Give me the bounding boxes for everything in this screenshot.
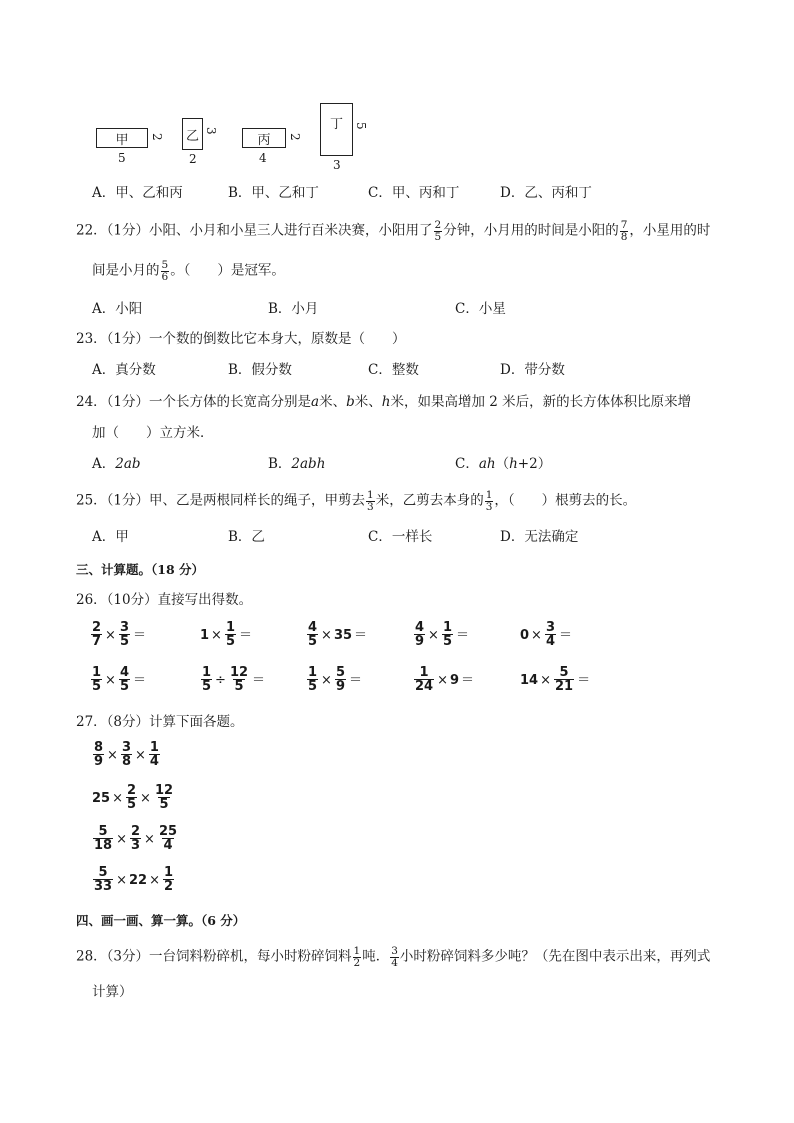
q22-option-c: C．小星 <box>455 301 506 317</box>
q26-problem <box>306 621 369 648</box>
q28-f2-num: 3 <box>391 945 398 957</box>
fraction-numerator: 4 <box>308 620 318 635</box>
operator: × <box>116 873 127 888</box>
fraction-denominator: 9 <box>335 679 345 694</box>
q24-option-c-expr-3: h <box>509 456 518 472</box>
fraction-denominator: 33 <box>94 879 113 894</box>
q28-fraction-2 <box>390 946 399 968</box>
fraction-term <box>335 666 346 693</box>
fraction-term <box>154 784 174 811</box>
q24-option-b-expr: 2abh <box>291 456 326 472</box>
equals-sign: ＝ <box>252 673 266 688</box>
fraction-numerator: 1 <box>419 665 429 680</box>
q21-option-d: D．乙、丙和丁 <box>500 185 592 201</box>
q25-fraction-2 <box>485 490 494 512</box>
operator: × <box>437 673 448 688</box>
q24-text-2: 米、 <box>319 394 347 410</box>
fraction-term <box>93 866 113 893</box>
q28-text-1: 28．（3分）一台饲料粉碎机，每小时粉碎饲料 <box>76 948 352 965</box>
integer-term: 35 <box>333 628 353 643</box>
equals-sign: ＝ <box>354 628 368 643</box>
q25-fraction-1 <box>366 490 375 512</box>
fraction-denominator: 5 <box>234 679 244 694</box>
q23-option-d: D．带分数 <box>500 362 565 378</box>
fraction-denominator: 5 <box>127 797 137 812</box>
fraction-denominator: 5 <box>119 634 129 649</box>
rect-bing-width: 4 <box>259 151 267 165</box>
operator: × <box>135 748 146 763</box>
equals-sign: ＝ <box>133 628 147 643</box>
rect-yi-width: 2 <box>189 152 197 166</box>
fraction-numerator: 3 <box>119 620 129 635</box>
q23-option-b: B．假分数 <box>228 362 292 378</box>
q24-line2: 加（ ）立方米． <box>92 425 214 441</box>
q25-option-b: B．乙 <box>228 529 265 545</box>
fraction-numerator: 12 <box>154 783 174 798</box>
q24-option-a <box>92 455 141 473</box>
q28-line1 <box>76 946 710 968</box>
q25-option-c: C．一样长 <box>368 529 433 545</box>
operator: × <box>321 628 332 643</box>
rect-jia-width: 5 <box>118 151 126 165</box>
fraction-term <box>414 621 425 648</box>
q27-expression <box>92 741 161 768</box>
q25-f2-den: 3 <box>485 500 493 513</box>
fraction-term <box>158 825 178 852</box>
fraction-denominator: 2 <box>164 879 174 894</box>
section-3-heading: 三、计算题。（18 分） <box>76 562 204 577</box>
q26-problem <box>90 666 148 693</box>
fraction-numerator: 5 <box>98 865 108 880</box>
q25-f1-den: 3 <box>367 500 374 513</box>
q22-f2-num: 7 <box>620 219 628 231</box>
integer-term: 9 <box>450 673 460 688</box>
fraction-denominator: 9 <box>415 634 425 649</box>
fraction-denominator: 4 <box>149 754 159 769</box>
rect-ding <box>320 103 353 156</box>
q24-var-a: a <box>311 394 320 410</box>
q25-text-2: 米，乙剪去本身的 <box>375 492 484 509</box>
fraction-denominator: 5 <box>442 634 452 649</box>
fraction-denominator: 5 <box>202 679 212 694</box>
fraction-term <box>229 666 249 693</box>
q23-text: 23．（1分）一个数的倒数比它本身大，原数是（ ） <box>76 331 406 347</box>
q25-f2-num: 1 <box>485 489 493 501</box>
integer-term: 25 <box>92 791 111 806</box>
q22-fraction-2 <box>620 220 629 242</box>
fraction-denominator: 5 <box>159 797 169 812</box>
fraction-denominator: 7 <box>92 634 102 649</box>
rect-ding-label: 丁 <box>329 117 343 132</box>
fraction-denominator: 5 <box>119 679 129 694</box>
rect-yi <box>182 118 203 150</box>
operator: ÷ <box>215 673 226 688</box>
fraction-denominator: 4 <box>163 838 173 853</box>
fraction-numerator: 4 <box>415 620 425 635</box>
q25-option-a: A．甲 <box>92 529 129 545</box>
q26-problem <box>200 666 267 693</box>
q22-text-3: ，小星用的时 <box>629 222 711 239</box>
q22-line1 <box>76 220 710 242</box>
fraction-term <box>149 741 160 768</box>
integer-term: 14 <box>520 673 539 688</box>
fraction-term <box>119 621 130 648</box>
equals-sign: ＝ <box>456 628 470 643</box>
fraction-term <box>545 621 556 648</box>
fraction-denominator: 5 <box>308 679 318 694</box>
equals-sign: ＝ <box>559 628 573 643</box>
fraction-numerator: 3 <box>545 620 555 635</box>
q28-fraction-1 <box>353 946 362 968</box>
q26-problem <box>520 621 574 648</box>
q22-f1-den: 5 <box>434 230 442 243</box>
fraction-term <box>201 666 212 693</box>
fraction-term <box>119 666 130 693</box>
fraction-numerator: 5 <box>335 665 345 680</box>
rect-bing <box>242 128 286 148</box>
fraction-numerator: 2 <box>92 620 102 635</box>
fraction-term <box>130 825 141 852</box>
q25-text-1: 25．（1分）甲、乙是两根同样长的绳子，甲剪去 <box>76 492 366 509</box>
fraction-numerator: 1 <box>202 665 212 680</box>
q26-problem <box>413 621 471 648</box>
q23-option-c: C．整数 <box>368 362 419 378</box>
rect-bing-label: 丙 <box>257 132 271 148</box>
q28-f1-num: 1 <box>353 945 361 957</box>
q22-f3-den: 6 <box>161 270 169 283</box>
fraction-term <box>163 866 174 893</box>
fraction-numerator: 1 <box>442 620 452 635</box>
operator: × <box>211 628 222 643</box>
q22-f1-num: 2 <box>434 219 442 231</box>
operator: × <box>105 628 116 643</box>
fraction-denominator: 3 <box>131 838 141 853</box>
q22-text-5: 。（ ）是冠军。 <box>170 262 285 279</box>
operator: × <box>107 748 118 763</box>
q26-title: 26．（10分）直接写出得数。 <box>76 592 253 608</box>
operator: × <box>321 673 332 688</box>
fraction-term <box>414 666 434 693</box>
fraction-denominator: 24 <box>415 679 434 694</box>
fraction-term <box>121 741 132 768</box>
fraction-numerator: 1 <box>149 740 159 755</box>
q22-text-4: 间是小月的 <box>92 262 160 279</box>
operator: × <box>428 628 439 643</box>
q26-problem <box>413 666 476 693</box>
fraction-term <box>554 666 574 693</box>
equals-sign: ＝ <box>461 673 475 688</box>
q28-text-3: 小时粉碎饲料多少吨？（先在图中表示出来，再列式 <box>399 948 711 965</box>
fraction-numerator: 4 <box>119 665 129 680</box>
q22-fraction-3 <box>161 260 170 282</box>
q24-option-c-expr-2: （ <box>495 456 510 472</box>
integer-term: 22 <box>129 873 148 888</box>
q26-problem <box>200 621 254 648</box>
q24-option-c-expr-1: ah <box>478 456 496 472</box>
q25-text-3: ，（ ）根剪去的长。 <box>494 492 637 509</box>
q27-expression <box>92 784 175 811</box>
fraction-term <box>225 621 236 648</box>
q21-option-a: A．甲、乙和丙 <box>92 185 183 201</box>
fraction-numerator: 5 <box>559 665 569 680</box>
q22-text-1: 22．（1分）小阳、小月和小星三人进行百米决赛，小阳用了 <box>76 222 433 239</box>
q28-f2-den: 4 <box>391 956 398 969</box>
rect-bing-height: 2 <box>288 133 302 141</box>
equals-sign: ＝ <box>349 673 363 688</box>
q24-line1 <box>76 393 691 411</box>
q22-fraction-1 <box>434 220 443 242</box>
q28-line2: 计算） <box>92 984 133 1000</box>
q22-option-b: B．小月 <box>268 301 319 317</box>
q27-expression <box>92 866 175 893</box>
q22-f3-num: 5 <box>161 259 169 271</box>
fraction-numerator: 1 <box>92 665 102 680</box>
fraction-term <box>307 621 318 648</box>
q24-option-a-expr: 2ab <box>115 456 141 472</box>
fraction-numerator: 5 <box>98 824 108 839</box>
fraction-numerator: 3 <box>121 740 131 755</box>
equals-sign: ＝ <box>133 673 147 688</box>
rect-ding-width: 3 <box>333 158 341 172</box>
q21-option-c: C．甲、丙和丁 <box>368 185 460 201</box>
q27-expression <box>92 825 179 852</box>
fraction-denominator: 21 <box>555 679 574 694</box>
rect-ding-height: 5 <box>354 122 368 130</box>
fraction-denominator: 8 <box>121 754 131 769</box>
q21-option-b: B．甲、乙和丁 <box>228 185 319 201</box>
fraction-denominator: 18 <box>94 838 113 853</box>
operator: × <box>116 832 127 847</box>
q22-f2-den: 8 <box>620 230 628 243</box>
q24-option-c <box>455 455 551 473</box>
section-4-heading: 四、画一画、算一算。（6 分） <box>76 913 246 928</box>
q24-var-b: b <box>346 394 355 410</box>
fraction-denominator: 9 <box>94 754 104 769</box>
integer-term: 0 <box>520 628 530 643</box>
rect-jia <box>96 128 148 148</box>
q23-option-a: A．真分数 <box>92 362 156 378</box>
q24-option-b-label: B． <box>268 456 292 472</box>
q24-option-c-expr-4: +2） <box>517 456 552 472</box>
operator: × <box>105 673 116 688</box>
fraction-numerator: 12 <box>229 665 249 680</box>
fraction-denominator: 5 <box>225 634 235 649</box>
operator: × <box>144 832 155 847</box>
q24-option-a-label: A． <box>92 456 116 472</box>
fraction-numerator: 2 <box>127 783 137 798</box>
q22-text-2: 分钟，小月用的时间是小阳的 <box>443 222 619 239</box>
fraction-term <box>442 621 453 648</box>
fraction-term <box>91 666 102 693</box>
q24-option-b <box>268 455 325 473</box>
q24-text-1: 24．（1分）一个长方体的长宽高分别是 <box>76 394 312 410</box>
q26-problem <box>520 666 592 693</box>
fraction-numerator: 25 <box>158 824 178 839</box>
fraction-term <box>126 784 137 811</box>
q24-option-c-label: C． <box>455 456 479 472</box>
operator: × <box>540 673 551 688</box>
q25-f1-num: 1 <box>367 489 374 501</box>
fraction-term <box>307 666 318 693</box>
q27-title: 27．（8分）计算下面各题。 <box>76 714 244 730</box>
integer-term: 1 <box>200 628 210 643</box>
equals-sign: ＝ <box>239 628 253 643</box>
operator: × <box>149 873 160 888</box>
fraction-numerator: 1 <box>225 620 235 635</box>
fraction-denominator: 4 <box>545 634 555 649</box>
q26-problem <box>90 621 148 648</box>
fraction-term <box>93 741 104 768</box>
fraction-denominator: 5 <box>92 679 102 694</box>
operator: × <box>531 628 542 643</box>
q28-f1-den: 2 <box>353 956 361 969</box>
q22-line2 <box>92 260 285 282</box>
operator: × <box>112 791 123 806</box>
q25-line <box>76 490 636 512</box>
q22-option-a: A．小阳 <box>92 301 143 317</box>
q28-text-2: 吨． <box>362 948 390 965</box>
fraction-denominator: 5 <box>308 634 318 649</box>
equals-sign: ＝ <box>577 673 591 688</box>
q24-text-4: 米，如果高增加 2 米后，新的长方体体积比原来增 <box>390 394 692 410</box>
fraction-numerator: 1 <box>308 665 318 680</box>
q25-option-d: D．无法确定 <box>500 529 579 545</box>
fraction-term <box>91 621 102 648</box>
fraction-term <box>93 825 113 852</box>
fraction-numerator: 8 <box>94 740 104 755</box>
q26-problem <box>306 666 364 693</box>
fraction-numerator: 2 <box>131 824 141 839</box>
rect-yi-label: 乙 <box>185 128 199 144</box>
q24-text-3: 米、 <box>354 394 382 410</box>
rect-yi-height: 3 <box>204 127 218 135</box>
q24-var-h: h <box>381 394 391 410</box>
operator: × <box>140 791 151 806</box>
rect-jia-height: 2 <box>150 133 164 141</box>
rect-jia-label: 甲 <box>115 132 129 148</box>
fraction-numerator: 1 <box>164 865 174 880</box>
